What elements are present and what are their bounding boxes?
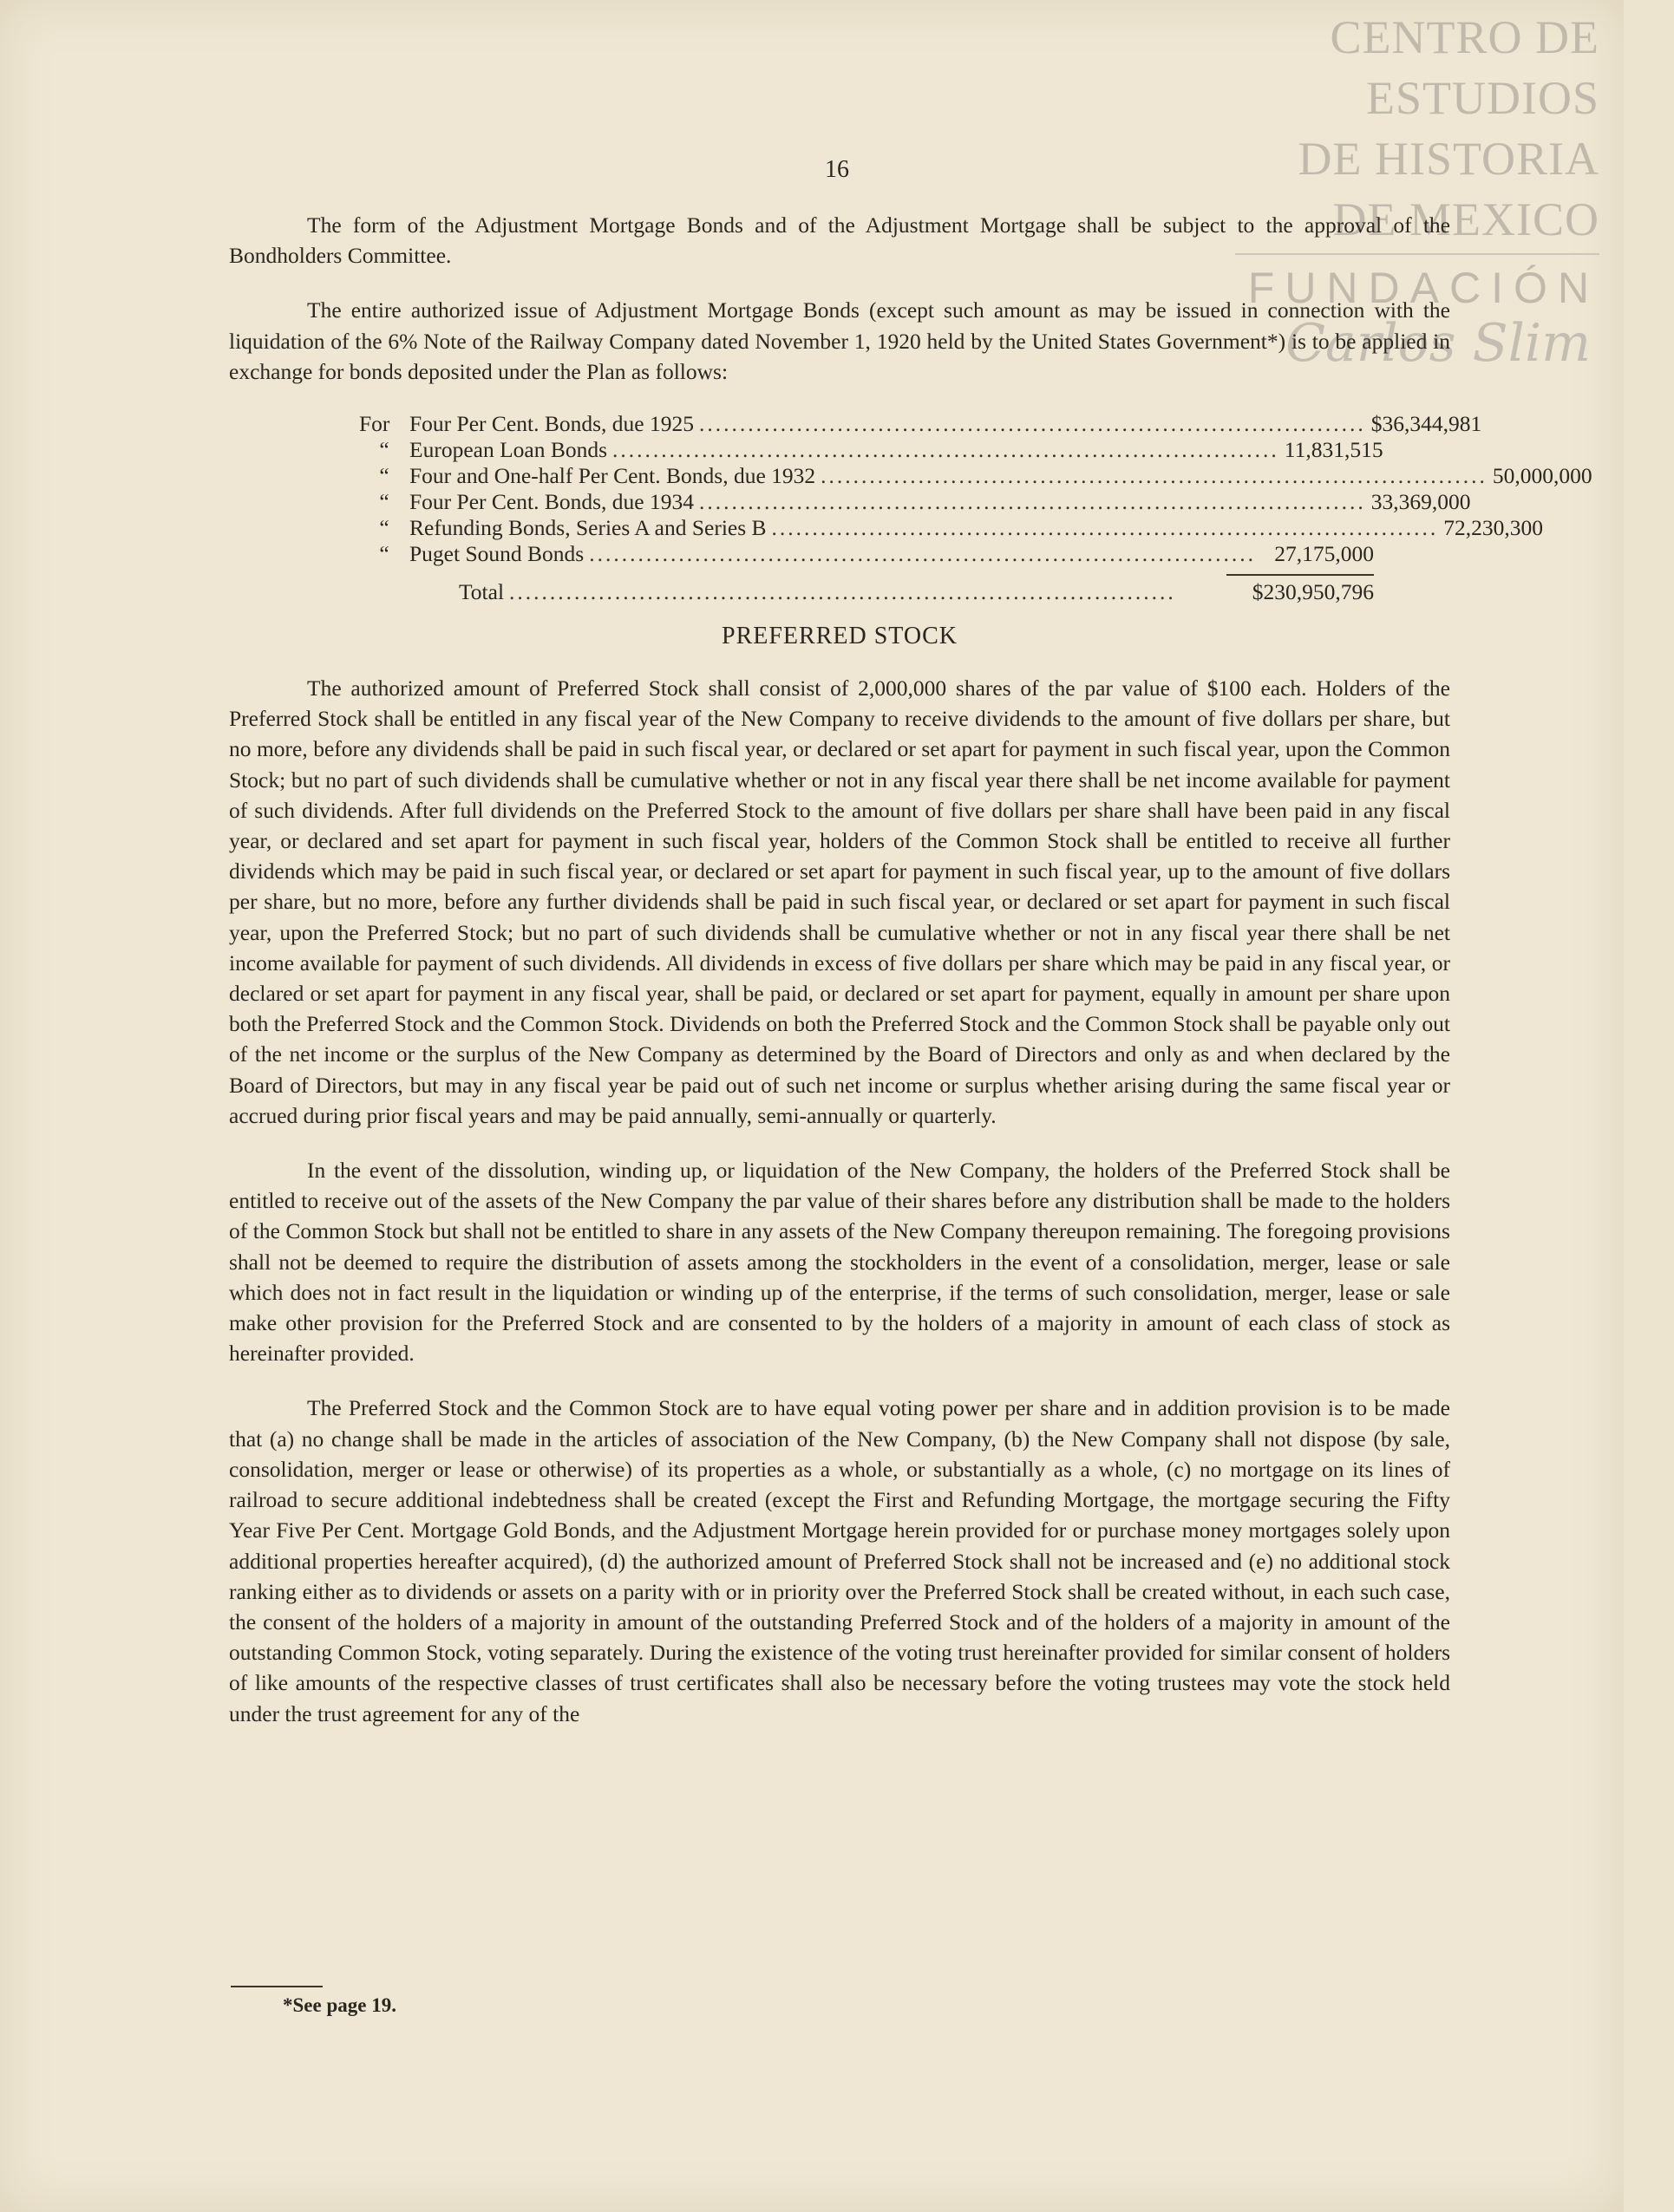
dot-leader: .................................................................................. bbox=[509, 579, 1176, 605]
watermark-line-2: ESTUDIOS bbox=[1365, 72, 1599, 124]
bond-label: European Loan Bonds bbox=[409, 437, 608, 463]
bond-amount: 72,230,300 bbox=[1443, 515, 1544, 541]
paragraph-preferred-dividends: The authorized amount of Preferred Stock shall consist of 2,000,000 shares of the par value of $100 each. Holders of the Preferred Stock shall be entitled in any fiscal year of the New Company to receive dividends to the amount of five dollars per share, but no more, before any dividends shall be paid in such fiscal year, or declared or set apart for payment in such fiscal year, upon the Common Stock; but no part of such dividends shall be cumulative whether or not in any fiscal year there shall be net income available for payment of such dividends. After full dividends on the Preferred Stock to the amount of five dollars per share shall have been paid in any fiscal year, or declared and set apart for payment in such fiscal year, holders of the Common Stock shall be entitled to receive all further dividends which may be paid in such fiscal year, or declared or set apart for payment in such fiscal year, up to the amount of five dollars per share, but no more, before any further dividends shall be paid in such fiscal year, or declared or set apart for payment in such fiscal year, upon the Preferred Stock; but no part of such dividends shall be cumulative whether or not in any fiscal year there shall be net income available for payment of such dividends. All dividends in excess of five dollars per share which may be paid in any fiscal year, or declared or set apart for payment in any fiscal year, shall be paid, or declared or set apart for payment, equally in amount per share upon both the Preferred Stock and the Common Stock. Dividends on both the Preferred Stock and the Common Stock shall be payable only out of the net income or the surplus of the New Company as determined by the Board of Directors and only as and when declared by the Board of Directors, but may in any fiscal year be paid out of such net income or surplus whether arising during the same fiscal year or accrued during prior fiscal years and may be paid annually, semi-annually or quarterly. bbox=[229, 675, 1450, 1128]
bond-prefix: “ bbox=[379, 489, 389, 515]
dot-leader: .................................................................................. bbox=[698, 411, 1366, 437]
dot-leader: .................................................................................. bbox=[771, 515, 1439, 541]
page-number: 16 bbox=[825, 156, 849, 183]
footnote: *See page 19. bbox=[283, 1994, 396, 2016]
bond-amount: 27,175,000 bbox=[1274, 541, 1374, 567]
bond-amount: 33,369,000 bbox=[1370, 489, 1471, 515]
bond-prefix: “ bbox=[379, 437, 389, 463]
bond-total-label: Total bbox=[459, 579, 505, 605]
bond-row bbox=[359, 541, 1374, 567]
dot-leader: .................................................................................. bbox=[589, 541, 1256, 567]
total-rule bbox=[1226, 574, 1374, 576]
bond-exchange-table bbox=[359, 411, 1592, 605]
dot-leader: .................................................................................. bbox=[821, 463, 1488, 489]
watermark-line-1: CENTRO DE bbox=[1330, 11, 1599, 63]
bond-label: Four Per Cent. Bonds, due 1925 bbox=[409, 411, 694, 437]
bond-amount: 50,000,000 bbox=[1492, 463, 1592, 489]
bond-label: Four and One-half Per Cent. Bonds, due 1932 bbox=[409, 463, 816, 489]
bond-prefix: For bbox=[359, 411, 390, 437]
footnote-rule bbox=[231, 1986, 323, 1987]
bond-prefix: “ bbox=[379, 515, 389, 541]
bond-amount: $36,344,981 bbox=[1370, 411, 1482, 437]
paragraph-bond-form: The form of the Adjustment Mortgage Bonds and of the Adjustment Mortgage shall be subject to the approval of the Bondholders Committee. bbox=[229, 212, 1450, 269]
bond-label: Four Per Cent. Bonds, due 1934 bbox=[409, 489, 694, 515]
watermark-foundation: FUNDACIÓN bbox=[1235, 253, 1599, 316]
bond-label: Refunding Bonds, Series A and Series B bbox=[409, 515, 767, 541]
bond-amount: 11,831,515 bbox=[1284, 437, 1383, 463]
bond-row bbox=[359, 437, 1383, 463]
watermark-line-4: DE MEXICO bbox=[1332, 193, 1599, 245]
paragraph-authorized-issue: The entire authorized issue of Adjustment Mortgage Bonds (except such amount as may be issued in connection with the liquidation of the 6% Note of the Railway Company dated November 1, 1920 held by the United States Government*) is to be applied in exchange for bonds deposited under the Plan as follows: bbox=[229, 297, 1450, 384]
bond-prefix: “ bbox=[379, 463, 389, 489]
dot-leader: .................................................................................. bbox=[612, 437, 1279, 463]
bond-total-row bbox=[359, 579, 1374, 605]
watermark-signature: Carlos Slim bbox=[1285, 313, 1591, 374]
watermark-line-3: DE HISTORIA bbox=[1298, 133, 1599, 185]
section-heading-preferred-stock: PREFERRED STOCK bbox=[722, 623, 958, 650]
bond-row bbox=[359, 463, 1592, 489]
bond-prefix: “ bbox=[379, 541, 389, 567]
dot-leader: .................................................................................. bbox=[698, 489, 1366, 515]
bond-total-amount: $230,950,796 bbox=[1252, 579, 1374, 605]
bond-row bbox=[359, 515, 1544, 541]
paragraph-dissolution: In the event of the dissolution, winding up, or liquidation of the New Company, the holders of the Preferred Stock shall be entitled to receive out of the assets of the New Company the par value of their shares before any distribution shall be made to the holders of the Common Stock but shall not be entitled to share in any assets of the New Company thereupon remaining. The foregoing provisions shall not be deemed to require the distribution of assets among the stockholders in the event of a consolidation, merger, lease or sale which does not in fact result in the liquidation or winding up of the enterprise, if the terms of such consolidation, merger, lease or sale make other provision for the Preferred Stock and are consented to by the holders of a majority in amount of each class of stock as hereinafter provided. bbox=[229, 1158, 1450, 1367]
bond-row bbox=[359, 411, 1482, 437]
paragraph-voting-power: The Preferred Stock and the Common Stock are to have equal voting power per share and in addition provision is to be made that (a) no change shall be made in the articles of association of the New Company, (b) the New Company shall not dispose (by sale, consolidation, merger or lease or otherwise) of its properties as a whole, or substantially as a whole, (c) no mortgage on its lines of railroad to secure additional indebtedness shall be created (except the First and Refunding Mortgage, the mortgage securing the Fifty Year Five Per Cent. Mortgage Gold Bonds, and the Adjustment Mortgage herein provided for or purchase money mortgages solely upon additional properties hereafter acquired), (d) the authorized amount of Preferred Stock shall not be increased and (e) no additional stock ranking either as to dividends or assets on a parity with or in priority over the Preferred Stock shall be created without, in each such case, the consent of the holders of a majority in amount of the outstanding Preferred Stock and of the holders of a majority in amount of the outstanding Common Stock, voting separately. During the existence of the voting trust hereinafter provided for similar consent of holders of like amounts of the respective classes of trust certificates shall also be necessary before the voting trustees may vote the stock held under the trust agreement for any of the bbox=[229, 1395, 1450, 1726]
bond-label: Puget Sound Bonds bbox=[409, 541, 585, 567]
bond-row bbox=[359, 489, 1471, 515]
